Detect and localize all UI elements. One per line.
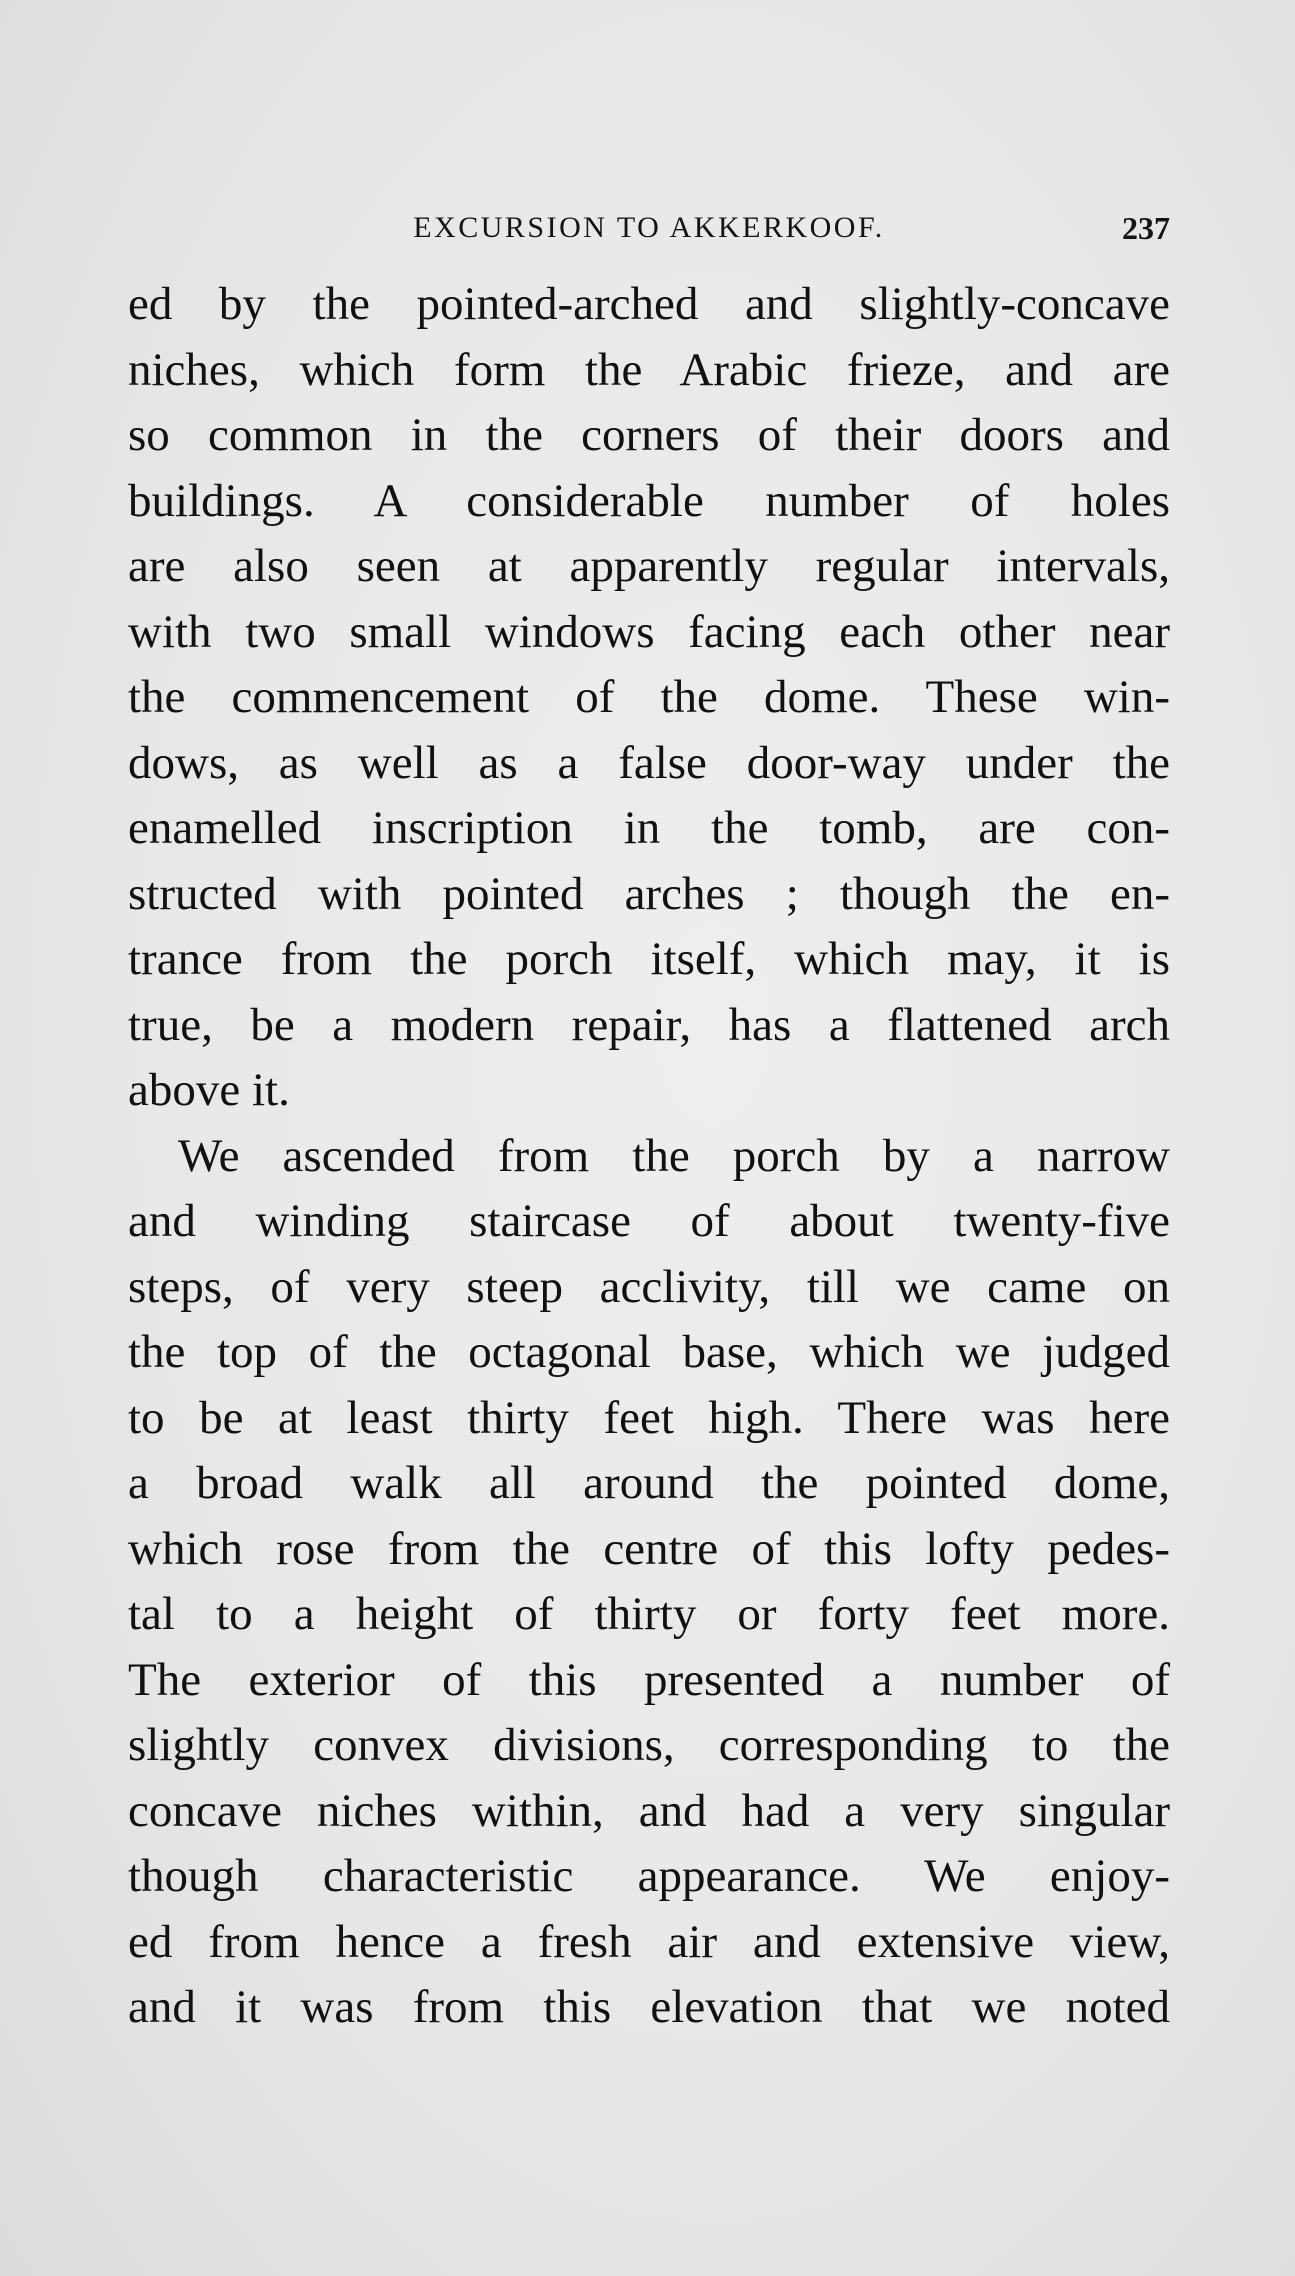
- paragraph-end-line: above it.: [128, 1064, 290, 1116]
- text-line: trance from the porch itself, which may, it is: [128, 933, 1170, 985]
- text-line: so common in the corners of their doors and: [128, 409, 1170, 461]
- text-line: true, be a modern repair, has a flattened arch: [128, 998, 1170, 1051]
- text-line: concave niches within, and had a very singular: [128, 1784, 1170, 1837]
- paragraph-start-line: We ascended from the porch by a narrow: [178, 1129, 1170, 1182]
- text-line: ed from hence a fresh air and extensive view,: [128, 1915, 1170, 1968]
- text-line: the commencement of the dome. These win-: [128, 671, 1170, 723]
- text-line: and winding staircase of about twenty-five: [128, 1195, 1170, 1247]
- text-line: and it was from this elevation that we noted: [128, 1981, 1170, 2033]
- text-line: which rose from the centre of this lofty pedes-: [128, 1522, 1170, 1575]
- body-text: [128, 272, 1170, 2041]
- text-line: with two small windows facing each other near: [128, 605, 1170, 658]
- running-title: EXCURSION TO AKKERKOOF.: [413, 211, 885, 244]
- text-line: steps, of very steep acclivity, till we came on: [128, 1260, 1170, 1313]
- text-line: The exterior of this presented a number of: [128, 1653, 1170, 1706]
- page-number: 237: [1122, 210, 1170, 246]
- text-line: to be at least thirty feet high. There was here: [128, 1391, 1170, 1444]
- text-line: niches, which form the Arabic frieze, and are: [128, 343, 1170, 396]
- text-line: enamelled inscription in the tomb, are con-: [128, 802, 1170, 854]
- text-line: the top of the octagonal base, which we judged: [128, 1326, 1170, 1378]
- text-line: buildings. A considerable number of holes: [128, 474, 1170, 527]
- text-line: slightly convex divisions, corresponding to the: [128, 1719, 1170, 1771]
- text-line: dows, as well as a false door-way under the: [128, 736, 1170, 789]
- running-head: [128, 208, 1170, 248]
- text-line: are also seen at apparently regular intervals,: [128, 540, 1170, 592]
- text-line: though characteristic appearance. We enjoy-: [128, 1850, 1170, 1902]
- text-line: tal to a height of thirty or forty feet more.: [128, 1588, 1170, 1640]
- text-line: a broad walk all around the pointed dome,: [128, 1457, 1170, 1509]
- text-line: ed by the pointed-arched and slightly-concave: [128, 278, 1170, 330]
- text-line: structed with pointed arches ; though the en-: [128, 867, 1170, 920]
